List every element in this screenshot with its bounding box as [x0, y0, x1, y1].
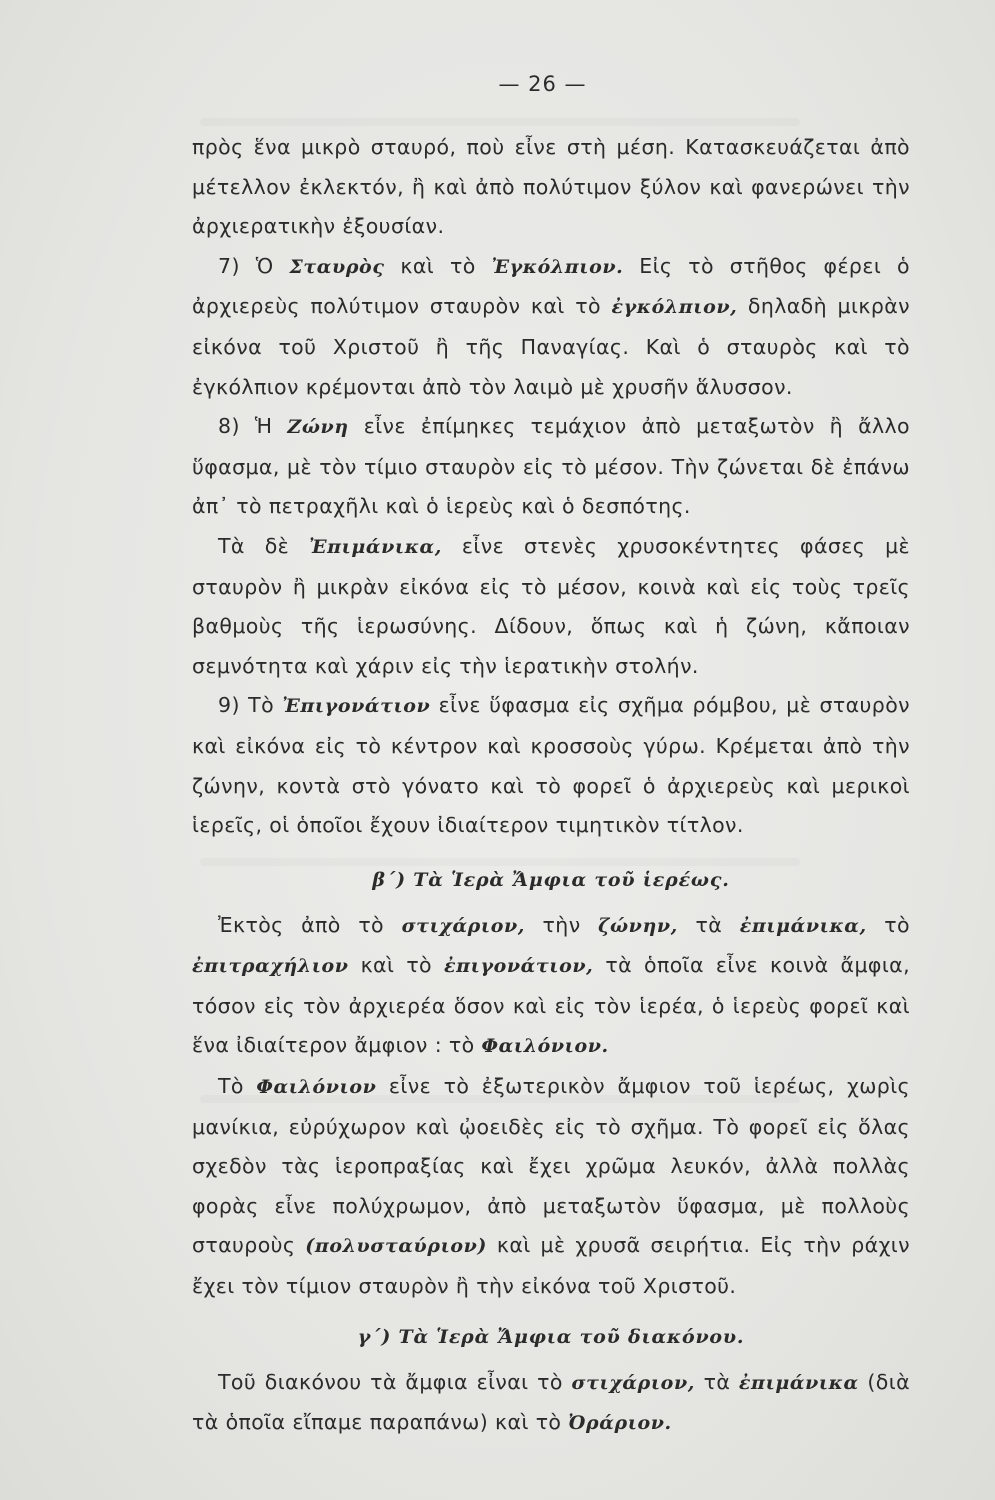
term-sticharion-2: στιχάριον, — [571, 1371, 695, 1394]
bleed-through-mark — [200, 118, 800, 126]
term-failonion-2: Φαιλόνιον — [256, 1076, 377, 1099]
text-run: Ἐκτὸς ἀπὸ τὸ — [218, 912, 402, 937]
text-run: 8) Ἡ — [218, 414, 288, 439]
term-zonin: ζώνην, — [598, 914, 678, 937]
text-run: Εἰς τὸ στῆθος φέρει ὁ ἀρχιερεὺς πολύτιμον σταυρὸν καὶ τὸ — [192, 253, 910, 319]
term-epitrachilion: ἐπιτραχήλιον — [192, 955, 349, 978]
term-polystavrion: (πολυσταύριον) — [305, 1235, 488, 1258]
text-run: Τὸ — [218, 1074, 257, 1099]
text-run: τὰ — [694, 1369, 739, 1394]
text-run: καὶ τὸ — [384, 253, 492, 278]
paragraph: πρὸς ἕνα μικρὸ σταυρό, ποὺ εἶνε στὴ μέση. Κατασκευάζεται ἀπὸ μέτελλον ἐκλεκτόν, ἢ καὶ ἀπὸ πολύτιμον ξύλον καὶ φανερώνει τὴν ἀρχιερατικὴν ἐξουσίαν. — [192, 135, 910, 239]
paragraph-deacon-vestments — [192, 1363, 910, 1444]
term-epimanika-2: ἐπιμάνικα — [738, 1371, 859, 1394]
term-enkolpion-lower: ἐγκόλπιον, — [611, 296, 738, 319]
text-run: 7) Ὁ — [218, 253, 290, 278]
text-run: εἶνε στενὲς χρυσοκέντητες φάσες μὲ σταυρὸν ἢ μικρὰν εἰκόνα εἰς τὸ μέσον, κοινὰ καὶ εἰς τοὺς τρεῖς βαθμοὺς τῆς ἱερωσύνης. Δίδουν, ὅπως καὶ ἡ ζώνη, κἄποιαν σεμνότητα καὶ χάριν εἰς τὴν ἱερατικὴν στολήν. — [192, 533, 910, 678]
page-number: — 26 — — [498, 72, 587, 96]
text-run: Τὰ δὲ — [218, 533, 310, 558]
term-epigonation: Ἐπιγονάτιον — [282, 695, 431, 718]
term-failonion: Φαιλόνιον. — [481, 1035, 609, 1058]
term-enkolpion: Ἐγκόλπιον. — [491, 255, 624, 278]
text-run: τὰ — [677, 912, 740, 937]
paragraph-epimanika — [192, 527, 910, 686]
text-run: δηλαδὴ μικρὰν εἰκόνα τοῦ Χριστοῦ ἢ τῆς Παναγίας. Καὶ ὁ σταυρὸς καὶ τὸ ἐγκόλπιον κρέμονται ἀπὸ τὸν λαιμὸ μὲ χρυσῆν ἅλυσσον. — [192, 294, 910, 399]
term-epigonation-lower: ἐπιγονάτιον, — [444, 955, 594, 978]
paragraph-item-8 — [192, 407, 910, 527]
text-run: εἶνε ἐπίμηκες τεμάχιον ἀπὸ μεταξωτὸν ἢ ἄλλο ὕφασμα, μὲ τὸν τίμιο σταυρὸν εἰς τὸ μέσον. Τὴν ζώνεται δὲ ἐπάνω ἀπ᾽ τὸ πετραχῆλι καὶ ὁ ἱερεὺς καὶ ὁ δεσπότης. — [192, 414, 910, 519]
paragraph-item-7 — [192, 247, 910, 407]
term-stavros: Σταυρὸς — [289, 255, 385, 278]
text-run: εἶνε τὸ ἐξωτερικὸν ἄμφιον τοῦ ἱερέως, χωρὶς μανίκια, εὐρύχωρον καὶ ᾠοειδὲς εἰς τὸ σχῆμα. Τὸ φορεῖ εἰς ὅλας σχεδὸν τὰς ἱεροπραξίας καὶ ἔχει χρῶμα λευκόν, ἀλλὰ πολλὰς φορὰς εἶνε πολύχρωμον, ἀπὸ μεταξωτὸν ὕφασμα, μὲ πολλοὺς σταυροὺς — [192, 1074, 910, 1258]
text-run: καὶ μὲ χρυσᾶ σειρήτια. Εἰς τὴν ράχιν ἔχει τὸν τίμιον σταυρὸν ἢ τὴν εἰκόνα τοῦ Χριστοῦ. — [192, 1233, 910, 1299]
paragraph-priest-vestments — [192, 906, 910, 1067]
text-run: Τοῦ διακόνου τὰ ἄμφια εἶναι τὸ — [218, 1369, 572, 1394]
term-epimanika-lower: ἐπιμάνικα, — [739, 914, 867, 937]
text-run: καὶ τὸ — [348, 953, 445, 978]
paragraph-failonion — [192, 1067, 910, 1307]
section-heading-priest: β΄) Τὰ Ἱερὰ Ἄμφια τοῦ ἱερέως. — [372, 868, 730, 891]
text-run: 9) Τὸ — [218, 693, 283, 718]
text-run: τὰ ὁποῖα εἶνε κοινὰ ἄμφια, τόσον εἰς τὸν ἀρχιερέα ὅσον καὶ εἰς τὸν ἱερέα, ὁ ἱερεὺς φορεῖ καὶ ἕνα ἰδιαίτερον ἄμφιον : τὸ — [192, 953, 911, 1058]
paragraph-item-9 — [192, 686, 910, 845]
text-run: εἶνε ὕφασμα εἰς σχῆμα ρόμβου, μὲ σταυρὸν καὶ εἰκόνα εἰς τὸ κέντρον καὶ κροσσοὺς γύρω. Κρέμεται ἀπὸ τὴν ζώνην, κοντὰ στὸ γόνατο καὶ τὸ φορεῖ ὁ ἀρχιερεὺς καὶ μερικοὶ ἱερεῖς, οἱ ὁποῖοι ἔχουν ἰδιαίτερον τιμητικὸν τίτλον. — [192, 693, 910, 838]
term-epimanika: Ἐπιμάνικα, — [309, 535, 442, 558]
text-run: (διὰ τὰ ὁποῖα εἴπαμε παραπάνω) καὶ τὸ — [192, 1369, 910, 1435]
term-sticharion: στιχάριον, — [401, 914, 525, 937]
term-zoni: Ζώνη — [287, 416, 349, 439]
section-heading-deacon: γ΄) Τὰ Ἱερὰ Ἄμφια τοῦ διακόνου. — [357, 1325, 745, 1348]
page-body — [192, 128, 910, 1444]
text-run: τὸ — [866, 912, 910, 937]
text-run: τὴν — [524, 912, 599, 937]
term-orarion: Ὀράριον. — [568, 1412, 672, 1435]
